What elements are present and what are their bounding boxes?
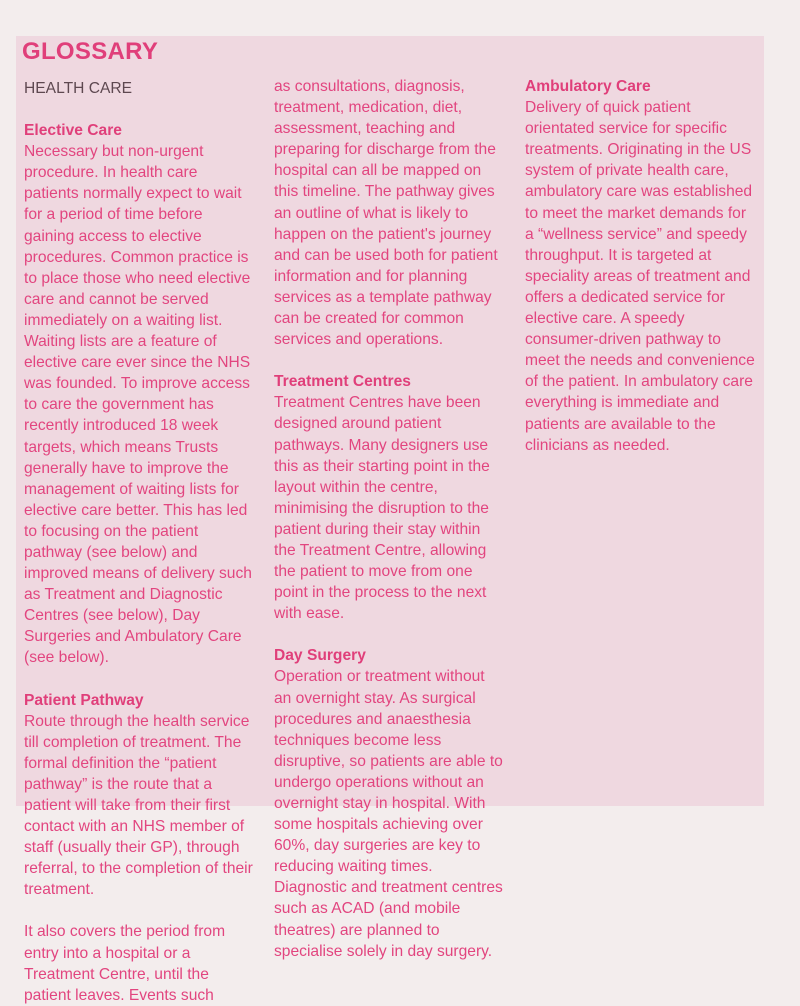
- treatment-centres-heading: Treatment Centres: [274, 373, 411, 391]
- elective-care-heading: Elective Care: [24, 122, 122, 140]
- day-surgery-body: Operation or treatment without an overnight stay. As surgical procedures and anaesthesia techniques become less disruptive, so patients are able to undergo operations without an overnight stay in hospital. With some hospitals achieving over 60%, day surgeries are key to reducing waiting times. Diagnostic and treatment centres such as ACAD (and mobile theatres) are planned to specialise solely in day surgery.: [274, 668, 503, 960]
- glossary-title: GLOSSARY: [22, 38, 159, 65]
- ambulatory-care-heading: Ambulatory Care: [525, 78, 651, 95]
- column-2: [274, 76, 506, 962]
- patient-pathway-heading: Patient Pathway: [24, 691, 144, 709]
- patient-pathway-body-2a: It also covers the period from entry into a hospital or a Treatment Centre, until the patient leaves. Events such: [24, 923, 226, 1004]
- elective-care-body: Necessary but non-urgent procedure. In health care patients normally expect to wait for a period of time before gaining access to elective procedures. Common practice is to place those who need elective care and cannot be served immediately on a waiting list. Waiting lists are a feature of elective care ever since the NHS was founded. To improve access to care the government has recently introduced 18 week targets, which means Trusts generally have to improve the management of waiting lists for elective care better. This has led to focusing on the patient pathway (see below) and improved means of delivery such as Treatment and Diagnostic Centres (see below), Day Surgeries and Ambulatory Care (see below).: [24, 143, 252, 667]
- treatment-centres-body: Treatment Centres have been designed around patient pathways. Many designers use this as their starting point in the layout within the centre, minimising the disruption to the patient during their stay within the Treatment Centre, allowing the patient to move from one point in the process to the next with ease.: [274, 394, 490, 623]
- column-3: [525, 76, 757, 456]
- patient-pathway-body-2b: as consultations, diagnosis, treatment, medication, diet, assessment, teaching and preparing for discharge from the hospital can all be mapped on this timeline. The pathway gives an outline of what is likely to happen on the patient's journey and can be used both for patient information and for planning services as a template pathway can be created for common services and operations.: [274, 78, 498, 349]
- patient-pathway-body-1: Route through the health service till completion of treatment. The formal definition the “patient pathway” is the route that a patient will take from their first contact with an NHS member of staff (usually their GP), through referral, to the completion of their treatment.: [24, 712, 253, 899]
- column-1: [24, 76, 254, 1006]
- section-label: HEALTH CARE: [24, 80, 133, 97]
- ambulatory-care-body: Delivery of quick patient orientated service for specific treatments. Originating in the US system of private health care, ambulatory care was established to meet the market demands for a “wellness service” and speedy throughput. It is targeted at speciality areas of treatment and offers a dedicated service for elective care. A speedy consumer-driven pathway to meet the needs and convenience of the patient. In ambulatory care everything is immediate and patients are available to the clinicians as needed.: [525, 99, 755, 454]
- day-surgery-heading: Day Surgery: [274, 647, 366, 665]
